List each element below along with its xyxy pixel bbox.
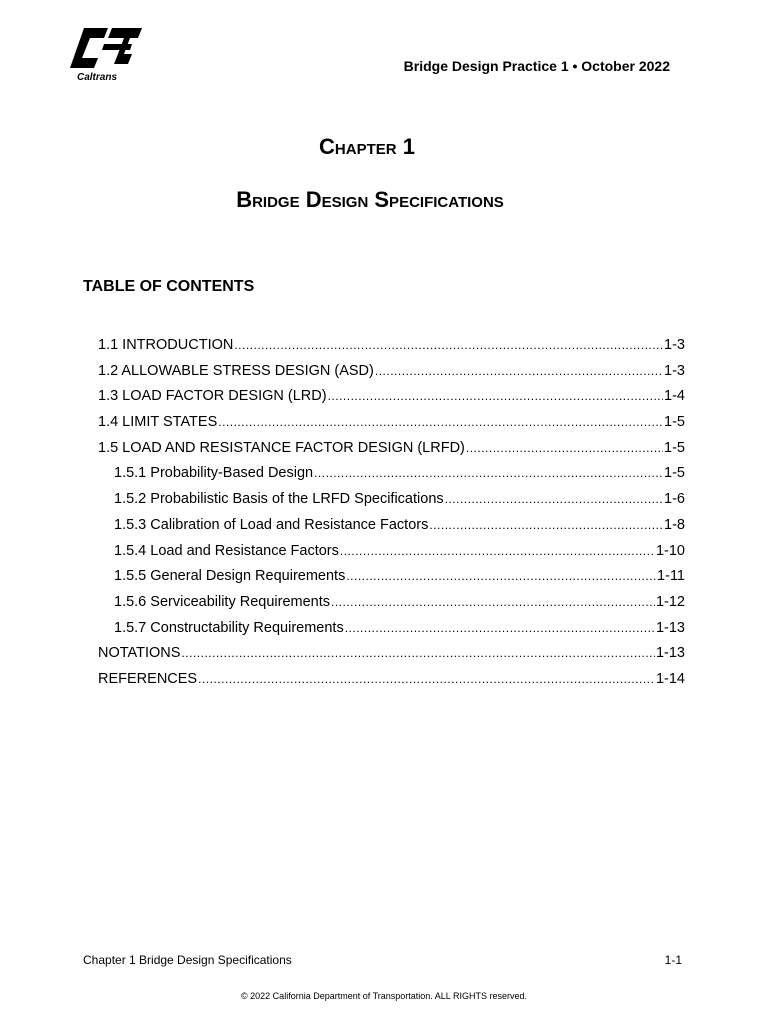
footer-chapter-label: Chapter 1 Bridge Design Specifications [83, 953, 292, 967]
toc-subentry[interactable]: 1.5.1 Probability-Based Design ..... 1-5 [98, 465, 685, 491]
toc-entry[interactable]: 1.2 ALLOWABLE STRESS DESIGN (ASD) ..... 1-3 [98, 363, 685, 389]
running-header: Bridge Design Practice 1 • October 2022 [403, 58, 670, 74]
chapter-title: Chapter 1 [319, 134, 415, 159]
toc-entry[interactable]: NOTATIONS ..... 1-13 [98, 645, 685, 671]
caltrans-logo [68, 24, 146, 82]
chapter-subtitle: Bridge Design Specifications [236, 187, 504, 212]
logo-wordmark: Caltrans [77, 72, 118, 82]
toc-subentry[interactable]: 1.5.7 Constructability Requirements ..... 1-13 [98, 620, 685, 646]
toc-subentry[interactable]: 1.5.4 Load and Resistance Factors ..... 1-10 [98, 543, 685, 569]
toc-entry[interactable]: REFERENCES ..... 1-14 [98, 671, 685, 697]
caltrans-logo-graphic [68, 24, 146, 82]
toc-subentry[interactable]: 1.5.3 Calibration of Load and Resistance Factors ..... 1-8 [98, 517, 685, 543]
toc-subentry[interactable]: 1.5.2 Probabilistic Basis of the LRFD Specifications ..... 1-6 [98, 491, 685, 517]
copyright-notice: © 2022 California Department of Transportation. ALL RIGHTS reserved. [241, 991, 527, 1001]
table-of-contents [98, 337, 685, 697]
toc-subentry[interactable]: 1.5.5 General Design Requirements ..... 1-11 [98, 568, 685, 594]
toc-subentry[interactable]: 1.5.6 Serviceability Requirements ..... 1-12 [98, 594, 685, 620]
toc-entry[interactable]: 1.5 LOAD AND RESISTANCE FACTOR DESIGN (LRFD) ..... 1-5 [98, 440, 685, 466]
footer-page-number: 1-1 [664, 953, 682, 967]
toc-entry[interactable]: 1.1 INTRODUCTION ..... 1-3 [98, 337, 685, 363]
toc-entry[interactable]: 1.3 LOAD FACTOR DESIGN (LRD) ..... 1-4 [98, 388, 685, 414]
toc-entry[interactable]: 1.4 LIMIT STATES ..... 1-5 [98, 414, 685, 440]
toc-heading: TABLE OF CONTENTS [83, 278, 255, 295]
